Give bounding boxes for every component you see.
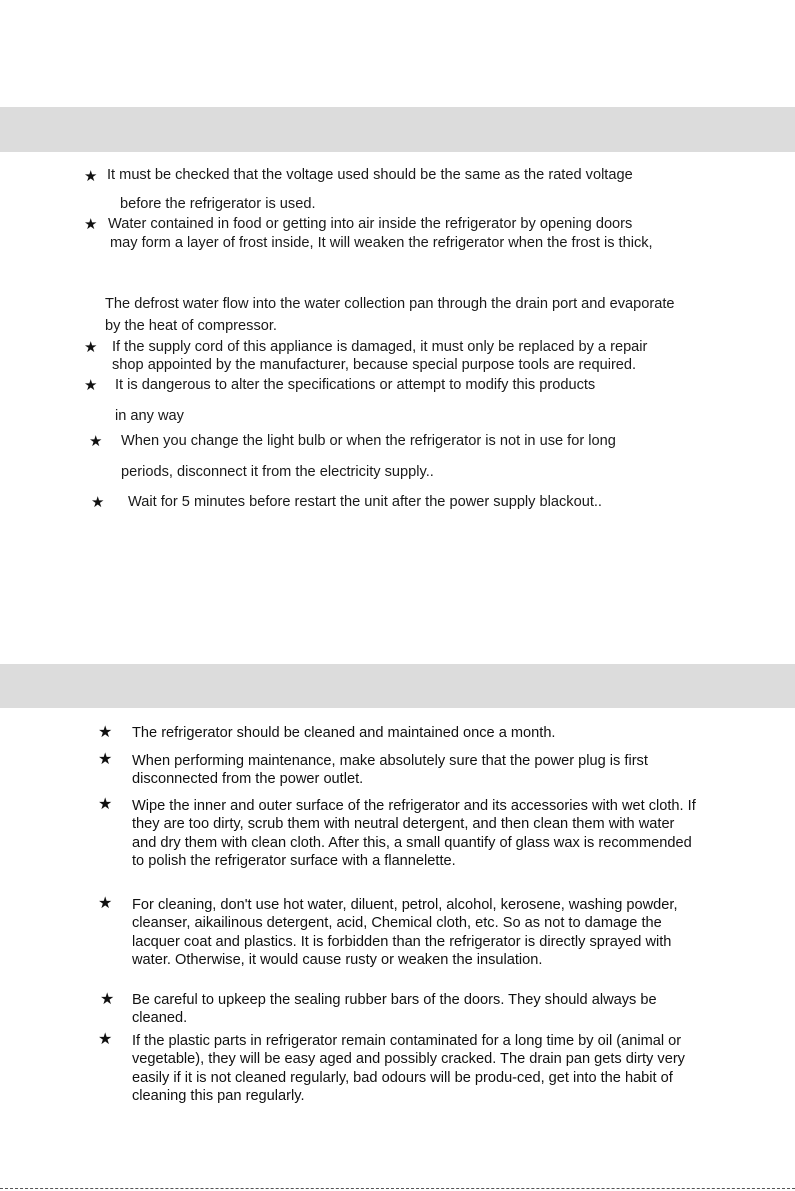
star-icon: ★ bbox=[98, 796, 113, 813]
notice-line: periods, disconnect it from the electricity supply.. bbox=[121, 464, 434, 480]
notice-line: The defrost water flow into the water collection pan through the drain port and evaporate bbox=[105, 296, 675, 312]
maintenance-item: For cleaning, don't use hot water, diluent, petrol, alcohol, kerosene, washing powder, cleanser, aikailinous detergent, acid, Chemical cloth, etc. So as not to damage the lacquer coat and plastics. It is forbidden than the refrigerator is directly sprayed with water. Otherwise, it would cause rusty or weaken the insulation. bbox=[132, 897, 678, 968]
star-icon: ★ bbox=[98, 724, 113, 741]
star-icon: ★ bbox=[84, 216, 98, 233]
notice-line: shop appointed by the manufacturer, because special purpose tools are required. bbox=[112, 357, 637, 373]
star-icon: ★ bbox=[98, 751, 113, 768]
maintenance-item: If the plastic parts in refrigerator remain contaminated for a long time by oil (animal or vegetable), they will be easy aged and possibly cracked. The drain pan gets dirty very easily if it is not cleaned regularly, bad odours will be produ-ced, get into the habit of cleaning this pan regularly. bbox=[132, 1033, 685, 1104]
notice-line: by the heat of compressor. bbox=[105, 318, 277, 334]
star-icon: ★ bbox=[91, 494, 105, 511]
notice-line: If the supply cord of this appliance is damaged, it must only be replaced by a repair bbox=[112, 339, 648, 355]
notice-line: before the refrigerator is used. bbox=[120, 196, 316, 212]
maintenance-item: When performing maintenance, make absolutely sure that the power plug is first disconnected from the power outlet. bbox=[132, 753, 648, 788]
notice-line: It is dangerous to alter the specifications or attempt to modify this products bbox=[115, 377, 596, 393]
star-icon: ★ bbox=[84, 377, 98, 394]
bottom-rule bbox=[0, 1188, 795, 1189]
notice-line: may form a layer of frost inside, It will weaken the refrigerator when the frost is thick, bbox=[110, 235, 653, 251]
maintenance-item: Wipe the inner and outer surface of the refrigerator and its accessories with wet cloth. If they are too dirty, scrub them with neutral detergent, and then clean them with water and dry them with clean cloth. After this, a small quantify of glass wax is recommended to polish the refrigerator surface with a flannelette. bbox=[132, 798, 696, 869]
section-header-band-1 bbox=[0, 107, 795, 152]
maintenance-item: The refrigerator should be cleaned and maintained once a month. bbox=[132, 725, 556, 741]
notice-line: in any way bbox=[115, 408, 184, 424]
section-header-band-2 bbox=[0, 664, 795, 708]
maintenance-item: Be careful to upkeep the sealing rubber bars of the doors. They should always be cleaned. bbox=[132, 992, 657, 1027]
star-icon: ★ bbox=[100, 991, 115, 1008]
notice-line: It must be checked that the voltage used should be the same as the rated voltage bbox=[107, 167, 633, 183]
star-icon: ★ bbox=[84, 339, 98, 356]
notice-line: Water contained in food or getting into air inside the refrigerator by opening doors bbox=[108, 216, 633, 232]
star-icon: ★ bbox=[98, 1031, 113, 1048]
star-icon: ★ bbox=[98, 895, 113, 912]
notice-line: When you change the light bulb or when the refrigerator is not in use for long bbox=[121, 433, 616, 449]
star-icon: ★ bbox=[84, 168, 98, 185]
star-icon: ★ bbox=[89, 433, 103, 450]
notice-line: Wait for 5 minutes before restart the unit after the power supply blackout.. bbox=[128, 494, 602, 510]
